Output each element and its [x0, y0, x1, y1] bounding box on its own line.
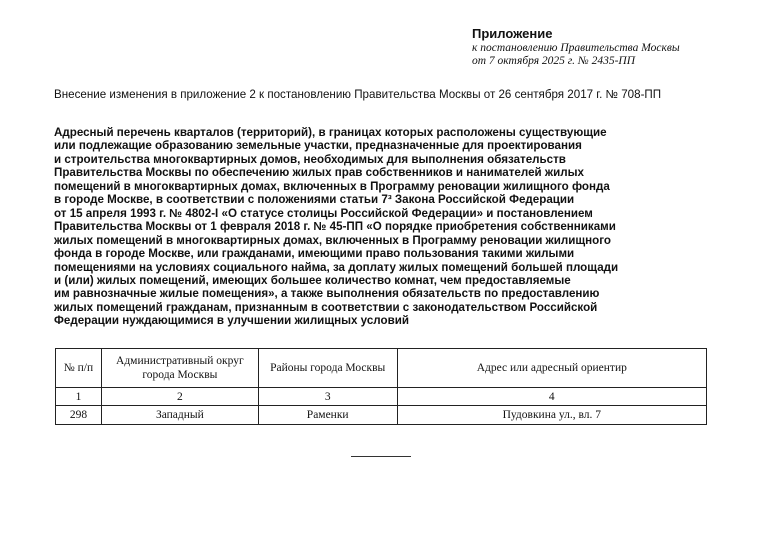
heading-line: им равнозначные жилые помещения», а также выполнения обязательств по предоставлению	[54, 287, 600, 301]
appendix-block	[472, 26, 762, 68]
heading-line: Правительства Москвы по обеспечению жилых прав собственников и нанимателей жилых	[54, 166, 584, 180]
column-number: 2	[101, 388, 258, 406]
row-address-cell: Пудовкина ул., вл. 7	[397, 406, 706, 425]
heading-line: Правительства Москвы от 1 февраля 2018 г. № 45-ПП «О порядке приобретения собственниками	[54, 220, 616, 234]
row-area-cell: Раменки	[258, 406, 397, 425]
heading-line: от 15 апреля 1993 г. № 4802-I «О статусе столицы Российской Федерации» и постановлением	[54, 206, 593, 220]
table-header-row	[56, 349, 707, 388]
heading-line: жилых помещений гражданам, признанным в соответствии с законодательством Российской	[54, 300, 598, 314]
header-address: Адрес или адресный ориентир	[397, 349, 706, 388]
list-heading	[54, 126, 714, 328]
heading-line: фонда в городе Москве, или гражданами, имеющими право пользования такими жилыми	[54, 247, 575, 261]
heading-line: помещений в многоквартирных домах, включенных в Программу реновации жилищного фонда	[54, 179, 610, 193]
table-row	[56, 406, 707, 425]
heading-line: и (или) жилых помещений, имеющих большее количество комнат, чем предоставляемые	[54, 273, 571, 287]
column-number: 4	[397, 388, 706, 406]
heading-line: в городе Москве, в соответствии с положениями статьи 7³ Закона Российской Федерации	[54, 193, 575, 207]
appendix-reference-line: к постановлению Правительства Москвы	[472, 42, 680, 54]
header-number: № п/п	[56, 349, 102, 388]
heading-line: Федерации нуждающимися в улучшении жилищных условий	[54, 314, 409, 328]
header-areas: Районы города Москвы	[258, 349, 397, 388]
amendment-title: Внесение изменения в приложение 2 к постановлению Правительства Москвы от 26 сентября 2017 г. № 708-ПП	[54, 88, 662, 101]
end-divider-line	[351, 456, 411, 457]
table-column-numbers-row	[56, 388, 707, 406]
heading-line: или подлежащие образованию земельные участки, предназначенные для проектирования	[54, 139, 582, 153]
address-table	[55, 348, 707, 425]
appendix-date-number-line: от 7 октября 2025 г. № 2435-ПП	[472, 55, 636, 67]
row-district-cell: Западный	[101, 406, 258, 425]
heading-line: помещениями на условиях социального найма, за доплату жилых помещений большей площади	[54, 260, 619, 274]
column-number: 1	[56, 388, 102, 406]
column-number: 3	[258, 388, 397, 406]
appendix-title: Приложение	[472, 26, 553, 41]
heading-line: жилых помещений в многоквартирных домах, включенных в Программу реновации жилищного	[54, 233, 612, 247]
header-district: Административный округ города Москвы	[101, 349, 258, 388]
heading-line: и строительства многоквартирных домов, необходимых для выполнения обязательств	[54, 152, 566, 166]
heading-line: Адресный перечень кварталов (территорий), в границах которых расположены существующие	[54, 126, 607, 139]
row-number-cell: 298	[56, 406, 102, 425]
